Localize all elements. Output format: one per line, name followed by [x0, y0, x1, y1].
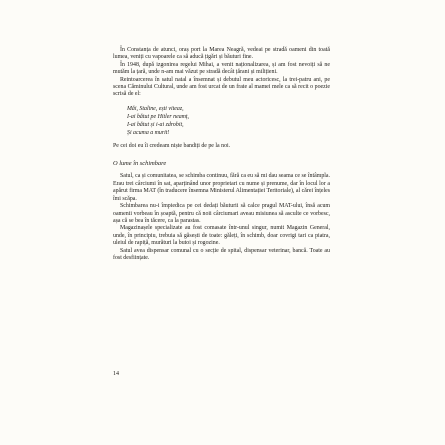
- poem-line: Și acuma a murit!: [127, 130, 170, 137]
- paragraph: Magazinașele specializate au fost comasate într-unul singur, numit Magazin General, unde, în principiu, trebuia să găsești de toate: găleți, în schimb, doar covrigi tari ca piatra, uleiul de rapiță, murături la butoi și rogozine.: [113, 225, 330, 247]
- page-number: 14: [113, 371, 119, 377]
- paragraph: Satul, ca și comunitatea, se schimba continuu, fără ca eu să mi dau seama ce se întâmpla. Erau trei cârciumi în sat, aparținând unor proprietari cu nume și prenume, dar în locul lor a apărut firma MAT (în traducere însemna Ministerul Alimentației Teritoriale), al cărei înțeles îmi scăpa.: [113, 173, 330, 202]
- paragraph: Satul avea dispensar comunal cu o secție de spital, dispensar veterinar, bancă. Toate au fost desființate.: [113, 247, 330, 261]
- poem-line: I-ai bătut pe Hitler neamț,: [127, 114, 190, 121]
- paragraph: În Constanța de atunci, oraș port la Marea Neagră, vedeai pe stradă oameni din toată lumea, veniți cu vapoarele ca să aducă țigări și băuturi fine.: [113, 47, 330, 61]
- poem: [127, 105, 330, 138]
- paragraph: Reintoarcerea în satul natal a însemnat și debutul meu actoricesc, la trei-patru ani, pe scena Căminului Cultural, unde am fost urcat de un frate al mamei mele ca să recit o poezie scrisă de el:: [113, 76, 330, 98]
- paragraph: În 1948, după izgonirea regelui Mihai, a venit naționalizarea, și am fost nevoiți să ne mutăm la țară, unde n-am mai văzut pe stradă decât țărani și milițieni.: [113, 61, 330, 76]
- poem-line: I-ai bătut și i-ai zdrobit,: [127, 122, 184, 129]
- section-title: O lume în schimbare: [113, 160, 167, 168]
- text-column: [113, 47, 330, 262]
- poem-line: Măi, Staline, ești viteaz,: [127, 105, 184, 112]
- paragraph: Schimbarea nu-i împiedica pe cei dedați băuturii să calce pragul MAT-ului, însă acum oamenii vorbeau în șoaptă, pentru că noii cârciumari aveau misiunea să asculte ce vorbesc, așa că se bea în tăcere, ca la parastas.: [113, 203, 330, 224]
- paragraph-after-poem: Pe cei doi eu îi credeam niște bandiți de pe la noi.: [113, 142, 231, 149]
